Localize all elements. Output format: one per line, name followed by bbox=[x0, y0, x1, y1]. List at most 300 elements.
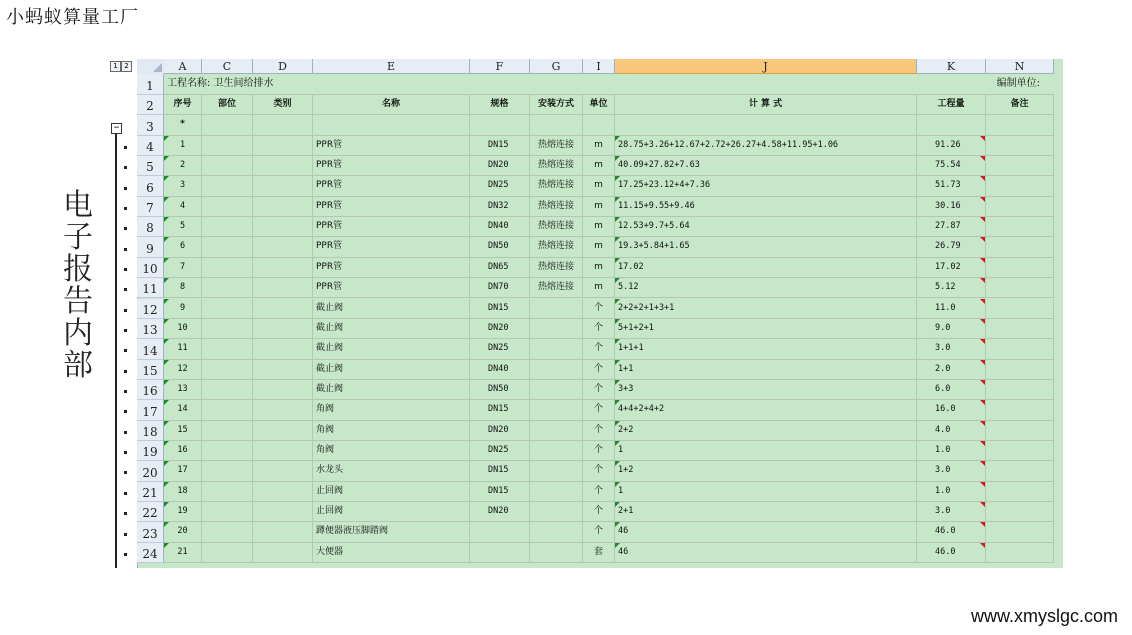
grid-cell[interactable] bbox=[253, 502, 313, 522]
column-header-i[interactable]: I bbox=[583, 59, 615, 74]
unit-cell[interactable]: 个 bbox=[583, 299, 615, 319]
install-method-cell[interactable] bbox=[530, 502, 583, 522]
formula-cell[interactable]: 46 bbox=[615, 543, 917, 563]
unit-cell[interactable]: 个 bbox=[583, 339, 615, 359]
install-method-cell[interactable] bbox=[530, 299, 583, 319]
spec-cell[interactable]: DN25 bbox=[470, 176, 530, 196]
outline-row-marker bbox=[124, 451, 127, 454]
grid-cell[interactable] bbox=[986, 441, 1054, 461]
grid-cell[interactable] bbox=[202, 543, 253, 563]
unit-cell[interactable]: 个 bbox=[583, 502, 615, 522]
spec-cell[interactable]: DN15 bbox=[470, 482, 530, 502]
formula-cell[interactable]: 46 bbox=[615, 522, 917, 542]
side-label-char: 报 bbox=[63, 252, 93, 287]
grid-cell[interactable] bbox=[470, 115, 530, 135]
item-name-cell[interactable]: PPR管 bbox=[313, 197, 470, 217]
grid-cell[interactable] bbox=[253, 258, 313, 278]
seq-cell[interactable]: 16 bbox=[164, 441, 202, 461]
formula-cell[interactable]: 1 bbox=[615, 441, 917, 461]
unit-cell[interactable]: 个 bbox=[583, 360, 615, 380]
grid-cell[interactable] bbox=[986, 360, 1054, 380]
grid-cell[interactable] bbox=[986, 197, 1054, 217]
grid-cell[interactable] bbox=[986, 319, 1054, 339]
item-name-cell[interactable]: PPR管 bbox=[313, 156, 470, 176]
outline-row-marker bbox=[124, 329, 127, 332]
quantity-cell[interactable]: 16.0 bbox=[917, 400, 986, 420]
grid-cell[interactable] bbox=[202, 522, 253, 542]
row-header[interactable]: 18 bbox=[137, 421, 164, 441]
install-method-cell[interactable]: 热熔连接 bbox=[530, 136, 583, 156]
seq-cell[interactable]: 10 bbox=[164, 319, 202, 339]
side-label bbox=[58, 190, 98, 382]
quantity-cell[interactable]: 5.12 bbox=[917, 278, 986, 298]
row-header[interactable]: 21 bbox=[137, 482, 164, 502]
unit-cell[interactable]: 个 bbox=[583, 421, 615, 441]
item-name-cell[interactable]: 截止阀 bbox=[313, 360, 470, 380]
unit-cell[interactable]: m bbox=[583, 278, 615, 298]
install-method-cell[interactable] bbox=[530, 400, 583, 420]
header-cell[interactable]: 部位 bbox=[202, 95, 253, 115]
seq-cell[interactable]: 15 bbox=[164, 421, 202, 441]
spreadsheet bbox=[109, 59, 1063, 568]
outline-group-bar bbox=[115, 134, 117, 568]
seq-cell[interactable]: 14 bbox=[164, 400, 202, 420]
side-label-char: 子 bbox=[63, 220, 93, 255]
column-header-n[interactable]: N bbox=[986, 59, 1054, 74]
grid-cell[interactable] bbox=[253, 197, 313, 217]
column-header-f[interactable]: F bbox=[470, 59, 530, 74]
item-name-cell[interactable]: 止回阀 bbox=[313, 482, 470, 502]
spec-cell[interactable]: DN65 bbox=[470, 258, 530, 278]
unit-cell[interactable]: 套 bbox=[583, 543, 615, 563]
grid-cell[interactable] bbox=[202, 217, 253, 237]
grid-cell[interactable] bbox=[253, 237, 313, 257]
item-name-cell[interactable]: PPR管 bbox=[313, 176, 470, 196]
formula-cell[interactable]: 1+1+1 bbox=[615, 339, 917, 359]
quantity-cell[interactable]: 3.0 bbox=[917, 461, 986, 481]
item-name-cell[interactable]: 止回阀 bbox=[313, 502, 470, 522]
row-header[interactable]: 13 bbox=[137, 319, 164, 339]
quantity-cell[interactable]: 17.02 bbox=[917, 258, 986, 278]
unit-cell[interactable]: m bbox=[583, 176, 615, 196]
seq-cell[interactable]: 20 bbox=[164, 522, 202, 542]
outline-row-marker bbox=[124, 431, 127, 434]
grid-cell[interactable] bbox=[202, 482, 253, 502]
grid-cell[interactable] bbox=[202, 380, 253, 400]
side-label-char: 告 bbox=[63, 284, 93, 319]
header-cell[interactable]: 类别 bbox=[253, 95, 313, 115]
formula-cell[interactable]: 17.02 bbox=[615, 258, 917, 278]
side-label-char: 内 bbox=[63, 316, 93, 351]
item-name-cell[interactable]: PPR管 bbox=[313, 258, 470, 278]
spec-cell[interactable] bbox=[470, 543, 530, 563]
seq-cell[interactable]: 6 bbox=[164, 237, 202, 257]
item-name-cell[interactable]: 角阀 bbox=[313, 421, 470, 441]
item-name-cell[interactable]: PPR管 bbox=[313, 278, 470, 298]
spec-cell[interactable] bbox=[470, 522, 530, 542]
formula-cell[interactable]: 5.12 bbox=[615, 278, 917, 298]
grid-cell[interactable] bbox=[986, 522, 1054, 542]
spec-cell[interactable]: DN25 bbox=[470, 441, 530, 461]
grid-cell[interactable] bbox=[986, 461, 1054, 481]
item-name-cell[interactable]: 截止阀 bbox=[313, 339, 470, 359]
formula-cell[interactable]: 2+2+2+1+3+1 bbox=[615, 299, 917, 319]
header-cell[interactable]: 计 算 式 bbox=[615, 95, 917, 115]
row-header[interactable]: 5 bbox=[137, 156, 164, 176]
unit-cell[interactable]: 个 bbox=[583, 461, 615, 481]
unit-cell[interactable]: 个 bbox=[583, 482, 615, 502]
outline-row-marker bbox=[124, 410, 127, 413]
seq-cell[interactable]: 13 bbox=[164, 380, 202, 400]
grid-cell[interactable] bbox=[986, 136, 1054, 156]
spec-cell[interactable]: DN40 bbox=[470, 360, 530, 380]
unit-cell[interactable]: 个 bbox=[583, 319, 615, 339]
quantity-cell[interactable]: 11.0 bbox=[917, 299, 986, 319]
grid-cell[interactable] bbox=[202, 197, 253, 217]
unit-cell[interactable]: 个 bbox=[583, 441, 615, 461]
row-header[interactable]: 20 bbox=[137, 461, 164, 481]
grid-cell[interactable] bbox=[253, 115, 313, 135]
grid-cell[interactable] bbox=[986, 115, 1054, 135]
grid-cell[interactable] bbox=[202, 461, 253, 481]
seq-cell[interactable]: 12 bbox=[164, 360, 202, 380]
item-name-cell[interactable]: 角阀 bbox=[313, 441, 470, 461]
item-name-cell[interactable]: PPR管 bbox=[313, 237, 470, 257]
grid-cell[interactable] bbox=[202, 502, 253, 522]
unit-cell[interactable]: m bbox=[583, 197, 615, 217]
outline-row-marker bbox=[124, 207, 127, 210]
unit-cell[interactable]: m bbox=[583, 156, 615, 176]
row-header[interactable]: 11 bbox=[137, 278, 164, 298]
quantity-cell[interactable]: 4.0 bbox=[917, 421, 986, 441]
grid-cell[interactable] bbox=[986, 502, 1054, 522]
formula-cell[interactable]: 17.25+23.12+4+7.36 bbox=[615, 176, 917, 196]
outline-row-marker bbox=[124, 309, 127, 312]
install-method-cell[interactable] bbox=[530, 482, 583, 502]
quantity-cell[interactable]: 9.0 bbox=[917, 319, 986, 339]
grid-cell[interactable] bbox=[986, 339, 1054, 359]
unit-cell[interactable]: 个 bbox=[583, 522, 615, 542]
header-cell[interactable]: 工程量 bbox=[917, 95, 986, 115]
formula-cell[interactable]: 28.75+3.26+12.67+2.72+26.27+4.58+11.95+1.06 bbox=[615, 136, 917, 156]
seq-cell[interactable]: 5 bbox=[164, 217, 202, 237]
quantity-cell[interactable]: 75.54 bbox=[917, 156, 986, 176]
spec-cell[interactable]: DN40 bbox=[470, 217, 530, 237]
unit-cell[interactable]: m bbox=[583, 237, 615, 257]
row-header[interactable]: 2 bbox=[137, 95, 164, 115]
row-header[interactable]: 14 bbox=[137, 339, 164, 359]
install-method-cell[interactable]: 热熔连接 bbox=[530, 278, 583, 298]
install-method-cell[interactable]: 热熔连接 bbox=[530, 197, 583, 217]
grid-cell[interactable] bbox=[253, 400, 313, 420]
grid-cell[interactable] bbox=[986, 543, 1054, 563]
outline-row-marker bbox=[124, 146, 127, 149]
grid-cell[interactable] bbox=[202, 339, 253, 359]
quantity-cell[interactable]: 3.0 bbox=[917, 339, 986, 359]
grid-cell[interactable] bbox=[253, 441, 313, 461]
grid-cell[interactable] bbox=[530, 115, 583, 135]
outline-level-1-button[interactable]: 1 bbox=[110, 61, 121, 72]
item-name-cell[interactable]: 大便器 bbox=[313, 543, 470, 563]
grid-cell[interactable] bbox=[917, 115, 986, 135]
grid-cell[interactable] bbox=[202, 360, 253, 380]
collapse-group-button[interactable]: − bbox=[111, 123, 122, 134]
install-method-cell[interactable] bbox=[530, 421, 583, 441]
outline-row-marker bbox=[124, 187, 127, 190]
grid-cell[interactable] bbox=[202, 258, 253, 278]
header-cell[interactable]: 规格 bbox=[470, 95, 530, 115]
grid-cell[interactable] bbox=[986, 380, 1054, 400]
item-name-cell[interactable]: 截止阀 bbox=[313, 319, 470, 339]
quantity-cell[interactable]: 1.0 bbox=[917, 482, 986, 502]
quantity-cell[interactable]: 6.0 bbox=[917, 380, 986, 400]
grid-cell[interactable] bbox=[583, 115, 615, 135]
brand-title: 小蚂蚁算量工厂 bbox=[6, 7, 139, 28]
column-header-j[interactable]: J bbox=[615, 59, 917, 74]
grid-cell[interactable] bbox=[253, 482, 313, 502]
grid-cell[interactable] bbox=[313, 115, 470, 135]
row-header[interactable]: 12 bbox=[137, 299, 164, 319]
grid-cell[interactable] bbox=[986, 278, 1054, 298]
seq-cell[interactable]: 19 bbox=[164, 502, 202, 522]
header-cell[interactable]: 备注 bbox=[986, 95, 1054, 115]
grid-cell[interactable] bbox=[202, 176, 253, 196]
install-method-cell[interactable] bbox=[530, 319, 583, 339]
outline-row-marker bbox=[124, 268, 127, 271]
seq-cell[interactable]: 2 bbox=[164, 156, 202, 176]
quantity-cell[interactable]: 46.0 bbox=[917, 543, 986, 563]
spec-cell[interactable]: DN20 bbox=[470, 319, 530, 339]
header-cell[interactable]: 名称 bbox=[313, 95, 470, 115]
quantity-cell[interactable]: 26.79 bbox=[917, 237, 986, 257]
outline-level-2-button[interactable]: 2 bbox=[121, 61, 132, 72]
spec-cell[interactable]: DN25 bbox=[470, 339, 530, 359]
grid-cell[interactable] bbox=[253, 522, 313, 542]
column-header-c[interactable]: C bbox=[202, 59, 253, 74]
column-header-g[interactable]: G bbox=[530, 59, 583, 74]
row-header[interactable]: 10 bbox=[137, 258, 164, 278]
formula-cell[interactable]: 3+3 bbox=[615, 380, 917, 400]
row-header[interactable]: 3 bbox=[137, 115, 164, 135]
grid-cell[interactable] bbox=[253, 136, 313, 156]
spec-cell[interactable]: DN50 bbox=[470, 380, 530, 400]
formula-cell[interactable]: 11.15+9.55+9.46 bbox=[615, 197, 917, 217]
item-name-cell[interactable]: 水龙头 bbox=[313, 461, 470, 481]
row-header[interactable]: 17 bbox=[137, 400, 164, 420]
spec-cell[interactable]: DN15 bbox=[470, 400, 530, 420]
formula-cell[interactable]: 1 bbox=[615, 482, 917, 502]
header-cell[interactable]: 单位 bbox=[583, 95, 615, 115]
column-header-a[interactable]: A bbox=[164, 59, 202, 74]
editor-unit-cell[interactable]: 编制单位: bbox=[917, 74, 1054, 95]
formula-cell[interactable]: 1+1 bbox=[615, 360, 917, 380]
row-header[interactable]: 15 bbox=[137, 360, 164, 380]
formula-cell[interactable]: 19.3+5.84+1.65 bbox=[615, 237, 917, 257]
unit-cell[interactable]: m bbox=[583, 258, 615, 278]
spec-cell[interactable]: DN20 bbox=[470, 502, 530, 522]
project-name-cell[interactable]: 工程名称: 卫生间给排水 bbox=[164, 74, 917, 95]
formula-cell[interactable]: 2+1 bbox=[615, 502, 917, 522]
item-name-cell[interactable]: PPR管 bbox=[313, 136, 470, 156]
row-header[interactable]: 19 bbox=[137, 441, 164, 461]
install-method-cell[interactable]: 热熔连接 bbox=[530, 237, 583, 257]
unit-cell[interactable]: 个 bbox=[583, 400, 615, 420]
row-header[interactable]: 1 bbox=[137, 74, 164, 95]
column-header-d[interactable]: D bbox=[253, 59, 313, 74]
install-method-cell[interactable] bbox=[530, 543, 583, 563]
row-header[interactable]: 4 bbox=[137, 136, 164, 156]
formula-cell[interactable]: 40.09+27.82+7.63 bbox=[615, 156, 917, 176]
grid-cell[interactable] bbox=[202, 156, 253, 176]
item-name-cell[interactable]: 角阀 bbox=[313, 400, 470, 420]
seq-cell[interactable]: 4 bbox=[164, 197, 202, 217]
outline-row-marker bbox=[124, 390, 127, 393]
row-header[interactable]: 7 bbox=[137, 197, 164, 217]
install-method-cell[interactable]: 热熔连接 bbox=[530, 217, 583, 237]
item-name-cell[interactable]: PPR管 bbox=[313, 217, 470, 237]
side-label-char: 部 bbox=[63, 348, 93, 383]
outline-row-marker bbox=[124, 166, 127, 169]
seq-cell[interactable]: 8 bbox=[164, 278, 202, 298]
grid-cell[interactable] bbox=[253, 319, 313, 339]
grid-cell[interactable] bbox=[253, 380, 313, 400]
header-cell[interactable]: 安装方式 bbox=[530, 95, 583, 115]
grid-cell[interactable] bbox=[202, 136, 253, 156]
install-method-cell[interactable]: 热熔连接 bbox=[530, 258, 583, 278]
spec-cell[interactable]: DN20 bbox=[470, 156, 530, 176]
grid-cell[interactable] bbox=[986, 299, 1054, 319]
spec-cell[interactable]: DN20 bbox=[470, 421, 530, 441]
grid-cell[interactable] bbox=[253, 299, 313, 319]
grid-cell[interactable] bbox=[986, 400, 1054, 420]
quantity-cell[interactable]: 2.0 bbox=[917, 360, 986, 380]
seq-cell[interactable]: 1 bbox=[164, 136, 202, 156]
unit-cell[interactable]: 个 bbox=[583, 380, 615, 400]
seq-cell[interactable]: 17 bbox=[164, 461, 202, 481]
row-header[interactable]: 9 bbox=[137, 237, 164, 257]
grid-cell[interactable] bbox=[202, 237, 253, 257]
grid-cell[interactable] bbox=[202, 421, 253, 441]
install-method-cell[interactable] bbox=[530, 441, 583, 461]
grid-cell[interactable] bbox=[986, 421, 1054, 441]
formula-cell[interactable]: 5+1+2+1 bbox=[615, 319, 917, 339]
spec-cell[interactable]: DN15 bbox=[470, 461, 530, 481]
formula-cell[interactable]: 12.53+9.7+5.64 bbox=[615, 217, 917, 237]
grid-cell[interactable] bbox=[986, 156, 1054, 176]
seq-cell[interactable]: 7 bbox=[164, 258, 202, 278]
row-header[interactable]: 6 bbox=[137, 176, 164, 196]
grid-cell[interactable] bbox=[202, 319, 253, 339]
row-header[interactable]: 23 bbox=[137, 522, 164, 542]
grid-cell[interactable] bbox=[253, 156, 313, 176]
grid-cell[interactable] bbox=[986, 482, 1054, 502]
grid-cell[interactable] bbox=[986, 237, 1054, 257]
grid-cell[interactable] bbox=[986, 176, 1054, 196]
install-method-cell[interactable] bbox=[530, 339, 583, 359]
outline-row-marker bbox=[124, 533, 127, 536]
formula-cell[interactable]: 4+4+2+4+2 bbox=[615, 400, 917, 420]
install-method-cell[interactable] bbox=[530, 380, 583, 400]
quantity-cell[interactable]: 30.16 bbox=[917, 197, 986, 217]
grid-cell[interactable] bbox=[253, 421, 313, 441]
spec-cell[interactable]: DN15 bbox=[470, 299, 530, 319]
grid-cell[interactable] bbox=[253, 176, 313, 196]
grid-cell[interactable] bbox=[202, 278, 253, 298]
grid-cell[interactable] bbox=[202, 299, 253, 319]
item-name-cell[interactable]: 截止阀 bbox=[313, 299, 470, 319]
seq-cell[interactable]: 11 bbox=[164, 339, 202, 359]
quantity-cell[interactable]: 51.73 bbox=[917, 176, 986, 196]
unit-cell[interactable]: m bbox=[583, 136, 615, 156]
spec-cell[interactable]: DN15 bbox=[470, 136, 530, 156]
formula-cell[interactable]: 1+2 bbox=[615, 461, 917, 481]
install-method-cell[interactable] bbox=[530, 522, 583, 542]
select-all-corner[interactable] bbox=[137, 59, 165, 75]
grid-cell[interactable] bbox=[253, 543, 313, 563]
column-header-k[interactable]: K bbox=[917, 59, 986, 74]
grid-cell[interactable] bbox=[253, 360, 313, 380]
quantity-cell[interactable]: 27.87 bbox=[917, 217, 986, 237]
seq-cell[interactable]: 21 bbox=[164, 543, 202, 563]
seq-cell[interactable]: 9 bbox=[164, 299, 202, 319]
grid-cell[interactable] bbox=[986, 217, 1054, 237]
seq-cell[interactable]: 18 bbox=[164, 482, 202, 502]
grid-cell[interactable] bbox=[253, 461, 313, 481]
grid-cell[interactable] bbox=[253, 278, 313, 298]
outline-row-marker bbox=[124, 471, 127, 474]
grid-cell[interactable] bbox=[202, 441, 253, 461]
spec-cell[interactable]: DN32 bbox=[470, 197, 530, 217]
website-url: www.xmyslgc.com bbox=[970, 606, 1118, 626]
row-header[interactable]: 8 bbox=[137, 217, 164, 237]
quantity-cell[interactable]: 1.0 bbox=[917, 441, 986, 461]
quantity-cell[interactable]: 3.0 bbox=[917, 502, 986, 522]
grid-cell[interactable]: * bbox=[164, 115, 202, 135]
row-header[interactable]: 16 bbox=[137, 380, 164, 400]
grid-cell[interactable] bbox=[615, 115, 917, 135]
column-header-e[interactable]: E bbox=[313, 59, 470, 74]
outline-gutter bbox=[109, 59, 138, 568]
grid-cell[interactable] bbox=[253, 217, 313, 237]
row-header[interactable]: 24 bbox=[137, 543, 164, 563]
item-name-cell[interactable]: 截止阀 bbox=[313, 380, 470, 400]
header-cell[interactable]: 序号 bbox=[164, 95, 202, 115]
quantity-cell[interactable]: 46.0 bbox=[917, 522, 986, 542]
outline-row-marker bbox=[124, 512, 127, 515]
outline-row-marker bbox=[124, 370, 127, 373]
outline-row-marker bbox=[124, 553, 127, 556]
quantity-cell[interactable]: 91.26 bbox=[917, 136, 986, 156]
install-method-cell[interactable]: 热熔连接 bbox=[530, 176, 583, 196]
grid-cell[interactable] bbox=[202, 400, 253, 420]
install-method-cell[interactable] bbox=[530, 360, 583, 380]
grid-cell[interactable] bbox=[202, 115, 253, 135]
formula-cell[interactable]: 2+2 bbox=[615, 421, 917, 441]
unit-cell[interactable]: m bbox=[583, 217, 615, 237]
item-name-cell[interactable]: 蹲便器液压脚踏阀 bbox=[313, 522, 470, 542]
spec-cell[interactable]: DN50 bbox=[470, 237, 530, 257]
seq-cell[interactable]: 3 bbox=[164, 176, 202, 196]
grid-cell[interactable] bbox=[986, 258, 1054, 278]
install-method-cell[interactable] bbox=[530, 461, 583, 481]
row-header[interactable]: 22 bbox=[137, 502, 164, 522]
spec-cell[interactable]: DN70 bbox=[470, 278, 530, 298]
outline-row-marker bbox=[124, 288, 127, 291]
outline-row-marker bbox=[124, 248, 127, 251]
outline-row-marker bbox=[124, 349, 127, 352]
grid-cell[interactable] bbox=[253, 339, 313, 359]
install-method-cell[interactable]: 热熔连接 bbox=[530, 156, 583, 176]
